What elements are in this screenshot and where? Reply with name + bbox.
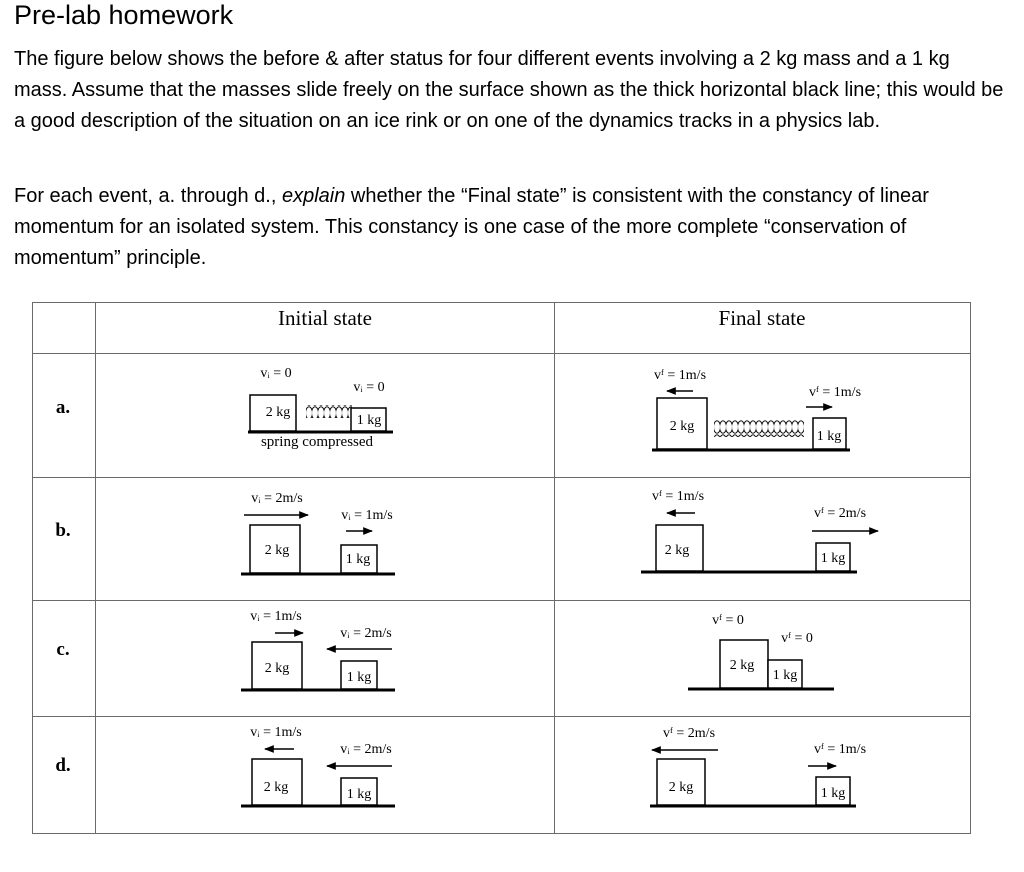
- mass-1kg-label: 1 kg: [346, 670, 372, 685]
- mass-1kg-label: 1 kg: [820, 551, 846, 566]
- mass-1kg-label: 1 kg: [356, 413, 382, 428]
- intro-paragraph: The figure below shows the before & after status for four different events involving a 2 kg mass and a 1 kg mass. Assume that the masses slide freely on the surface shown as the thick horizontal black line; this would be a good description of the situation on an ice rink or on one of the dynamics tracks in a physics lab.: [14, 48, 1004, 132]
- row-label-c: c.: [56, 639, 70, 660]
- spring: [306, 405, 352, 418]
- event-b-initial: [241, 491, 395, 574]
- event-a-initial: [248, 366, 393, 450]
- instructions-suffix: whether the “Final state” is consistent with the constancy of linear momentum for an isolated system. This constancy is one case of the more complete “conservation of momentum” principle.: [14, 185, 929, 269]
- mass-2kg-label: 2 kg: [668, 780, 694, 795]
- event-c-initial: [241, 609, 395, 690]
- event-a-final: [652, 368, 861, 450]
- velocity-2kg: vᶠ = 1m/s: [651, 489, 705, 504]
- velocity-2kg: vᵢ = 1m/s: [250, 609, 302, 624]
- header-initial-state: Initial state: [278, 306, 372, 330]
- velocity-2kg: vᶠ = 1m/s: [653, 368, 707, 383]
- velocity-1kg: vᵢ = 1m/s: [341, 508, 393, 523]
- mass-2kg-label: 2 kg: [265, 405, 291, 420]
- velocity-1kg: vᶠ = 0: [781, 631, 813, 646]
- mass-2kg-label: 2 kg: [729, 658, 755, 673]
- mass-2kg-label: 2 kg: [264, 661, 290, 676]
- row-label-b: b.: [55, 520, 71, 541]
- instructions-prefix: For each event, a. through d.,: [14, 185, 282, 207]
- velocity-2kg: vᵢ = 1m/s: [250, 725, 302, 740]
- velocity-2kg: vᶠ = 0: [712, 613, 744, 628]
- row-label-a: a.: [55, 397, 71, 418]
- mass-2kg-label: 2 kg: [263, 780, 289, 795]
- velocity-1kg: vᵢ = 2m/s: [340, 742, 392, 757]
- event-d-initial: [241, 725, 395, 806]
- header-final-state: Final state: [718, 306, 806, 330]
- instructions-emphasis: explain: [281, 185, 346, 207]
- velocity-2kg: vᵢ = 2m/s: [251, 491, 303, 506]
- velocity-1kg: vᶠ = 1m/s: [813, 742, 867, 757]
- velocity-1kg: vᵢ = 2m/s: [340, 626, 392, 641]
- mass-2kg-label: 2 kg: [264, 543, 290, 558]
- row-label-d: d.: [55, 755, 71, 776]
- spring: [714, 420, 804, 437]
- event-d-final: [650, 726, 866, 806]
- mass-1kg-label: 1 kg: [816, 429, 842, 444]
- page-title: Pre-lab homework: [14, 0, 234, 30]
- velocity-2kg: vᶠ = 2m/s: [662, 726, 716, 741]
- mass-1kg-label: 1 kg: [772, 668, 798, 683]
- mass-2kg-label: 2 kg: [669, 419, 695, 434]
- mass-1kg-label: 1 kg: [345, 552, 371, 567]
- event-c-final: [688, 613, 834, 689]
- velocity-1kg: vᶠ = 2m/s: [813, 506, 867, 521]
- velocity-2kg: vᵢ = 0: [260, 366, 292, 381]
- velocity-1kg: vᵢ = 0: [353, 380, 385, 395]
- spring-compressed-note: spring compressed: [260, 434, 374, 450]
- mass-1kg-label: 1 kg: [820, 786, 846, 801]
- mass-1kg-label: 1 kg: [346, 787, 372, 802]
- mass-2kg-label: 2 kg: [664, 543, 690, 558]
- velocity-1kg: vᶠ = 1m/s: [808, 385, 862, 400]
- event-b-final: [641, 489, 878, 572]
